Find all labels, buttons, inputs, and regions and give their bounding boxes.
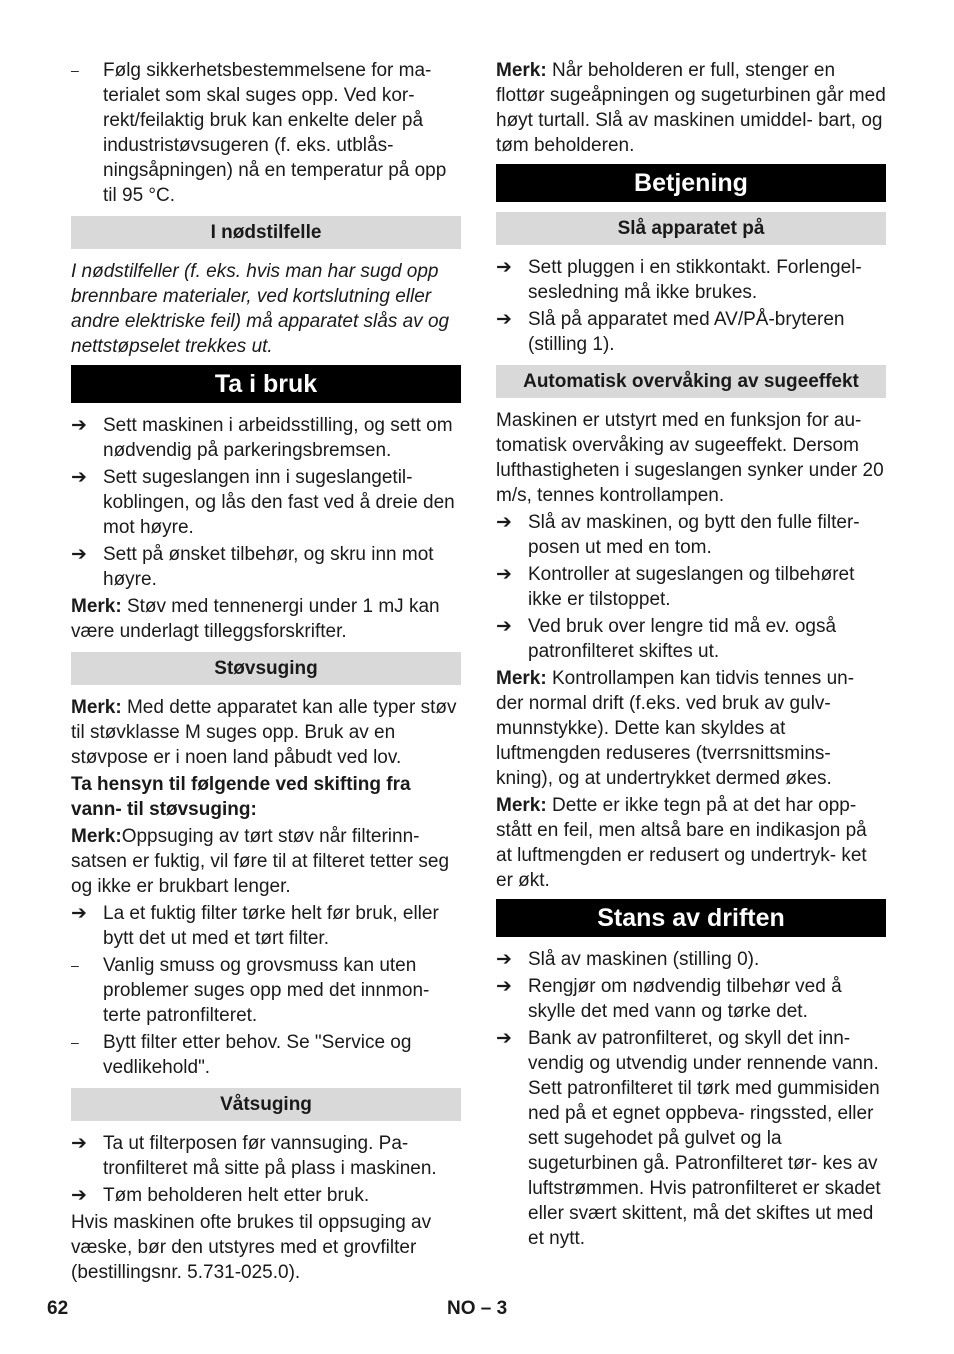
note-paragraph — [496, 793, 886, 893]
heading-dust-vacuuming: Støvsuging — [71, 652, 461, 685]
dash-item-text: Følg sikkerhetsbestemmelsene for ma- terialet som skal suges opp. Ved kor- rekt/feilaktig bruk kan enkelte deler på industristøvsugeren (f. eks. utblås- ningsåpningen) nå en temperatur på opp til 95 °C. — [103, 60, 447, 206]
arrow-right-icon: ➔ — [496, 309, 512, 330]
arrow-right-icon: ➔ — [71, 1185, 87, 1206]
note-label: Merk: — [71, 596, 122, 617]
section-title-start-use: Ta i bruk — [71, 365, 461, 403]
step-item: ➔ Sett på ønsket tilbehør, og skru inn mot høyre. — [71, 544, 434, 590]
monitor-text: Maskinen er utstyrt med en funksjon for au- tomatisk overvåking av sugeeffekt. Dersom lufthastigheten i sugeslangen synker under 20 m/s, tennes kontrollampen. — [496, 410, 884, 506]
step-item: ➔ Bank av patronfilteret, og skyll det inn- vendig og utvendig under rennende vann. Sett patronfilteret til tørk med gummisiden ned på et egnet oppbeva- ringssted, eller sett sugehodet på gulvet og la sugeturbinen gå. Patronfilteret tør- kes av luftstrømmen. Hvis patronfilteret er skadet eller svært skittent, må det skiftes ut med et nytt. — [496, 1028, 881, 1249]
arrow-right-icon: ➔ — [71, 415, 87, 436]
note-paragraph — [71, 594, 461, 644]
step-item: ➔ Slå av maskinen (stilling 0). — [496, 949, 760, 970]
note-paragraph — [496, 666, 886, 791]
note-label: Merk: — [496, 60, 547, 81]
step-item: ➔ La et fuktig filter tørke helt før bruk, eller bytt det ut med et tørt filter. — [71, 903, 439, 949]
bold-instruction: Ta hensyn til følgende ved skifting fra vann- til støvsuging: — [71, 774, 411, 820]
arrow-right-icon: ➔ — [71, 467, 87, 488]
section-title-shutdown: Stans av driften — [496, 899, 886, 937]
step-item: ➔ Slå på apparatet med AV/PÅ-bryteren (stilling 1). — [496, 309, 845, 355]
dash-item-safety — [71, 58, 461, 208]
step-item: ➔ Tøm beholderen helt etter bruk. — [71, 1185, 370, 1206]
arrow-right-icon: ➔ — [71, 544, 87, 565]
arrow-right-icon: ➔ — [71, 903, 87, 924]
heading-suction-monitoring: Automatisk overvåking av sugeeffekt — [496, 365, 886, 398]
dash-icon: – — [71, 1034, 79, 1050]
step-item: ➔ Ved bruk over lengre tid må ev. også patronfilteret skiftes ut. — [496, 616, 837, 662]
note-text: Når beholderen er full, stenger en flottør sugeåpningen og sugeturbinen går med høyt turtall. Slå av maskinen umiddel- bart, og tøm beholderen. — [496, 60, 886, 156]
step-item: ➔ Rengjør om nødvendig tilbehør ved å skylle det med vann og tørke det. — [496, 976, 842, 1022]
arrow-right-icon: ➔ — [496, 616, 512, 637]
emergency-text: I nødstilfeller (f. eks. hvis man har sugd opp brennbare materialer, ved kortslutning eller andre elektriske feil) må apparatet slås av og nettstøpselet trekkes ut. — [71, 261, 450, 357]
note-text: Dette er ikke tegn på at det har opp- stått en feil, men altså bare en indikasjon på at luftmengden er redusert og undertryk- ket er økt. — [496, 795, 867, 891]
note-paragraph — [496, 58, 886, 158]
step-item: ➔ Slå av maskinen, og bytt den fulle filter- posen ut med en tom. — [496, 512, 860, 558]
heading-switch-on: Slå apparatet på — [496, 212, 886, 245]
wet-text: Hvis maskinen ofte brukes til oppsuging av væske, bør den utstyres med et grovfilter (bestillingsnr. 5.731-025.0). — [71, 1212, 432, 1283]
dash-icon: – — [71, 957, 79, 973]
arrow-right-icon: ➔ — [496, 257, 512, 278]
step-item: ➔ Sett sugeslangen inn i sugeslangetil- koblingen, og lås den fast ved å dreie den mot høyre. — [71, 467, 455, 538]
note-text: Oppsuging av tørt støv når filterinn- satsen er fuktig, vil føre til at filteret tetter seg og ikke er brukbart lenger. — [71, 826, 450, 897]
note-label: Merk: — [71, 826, 122, 847]
dash-icon: – — [71, 62, 79, 78]
arrow-right-icon: ➔ — [496, 564, 512, 585]
step-item: ➔ Ta ut filterposen før vannsuging. Pa- tronfilteret må sitte på plass i maskinen. — [71, 1133, 437, 1179]
step-item: ➔ Sett pluggen i en stikkontakt. Forlengel- sesledning må ikke brukes. — [496, 257, 862, 303]
note-paragraph — [71, 695, 461, 770]
arrow-right-icon: ➔ — [496, 512, 512, 533]
arrow-right-icon: ➔ — [71, 1133, 87, 1154]
heading-emergency: I nødstilfelle — [71, 216, 461, 249]
section-title-operation: Betjening — [496, 164, 886, 202]
note-label: Merk: — [496, 668, 547, 689]
note-text: Støv med tennenergi under 1 mJ kan være underlagt tilleggsforskrifter. — [71, 596, 440, 642]
dash-item: – Bytt filter etter behov. Se "Service og vedlikehold". — [71, 1032, 412, 1078]
arrow-right-icon: ➔ — [496, 949, 512, 970]
page-number: 62 — [47, 1298, 69, 1319]
left-column — [71, 58, 461, 1287]
arrow-right-icon: ➔ — [496, 976, 512, 997]
note-text: Med dette apparatet kan alle typer støv til støvklasse M suges opp. Bruk av en støvpose er i noen land påbudt ved lov. — [71, 697, 457, 768]
note-label: Merk: — [71, 697, 122, 718]
page-label: NO – 3 — [447, 1298, 508, 1319]
heading-wet-vacuuming: Våtsuging — [71, 1088, 461, 1121]
arrow-right-icon: ➔ — [496, 1028, 512, 1049]
right-column — [496, 58, 886, 1253]
note-paragraph — [71, 824, 461, 899]
note-label: Merk: — [496, 795, 547, 816]
step-item: ➔ Kontroller at sugeslangen og tilbehøret ikke er tilstoppet. — [496, 564, 855, 610]
note-text: Kontrollampen kan tidvis tennes un- der normal drift (f.eks. ved bruk av gulv- munnstykke). Dette kan skyldes at luftmengden reduseres (tverrsnittsmins- kning), og at undertrykket dermed økes. — [496, 668, 855, 789]
dash-item: – Vanlig smuss og grovsmuss kan uten problemer suges opp med det innmon- terte patronfilteret. — [71, 955, 430, 1026]
step-item: ➔ Sett maskinen i arbeidsstilling, og sett om nødvendig på parkeringsbremsen. — [71, 415, 453, 461]
